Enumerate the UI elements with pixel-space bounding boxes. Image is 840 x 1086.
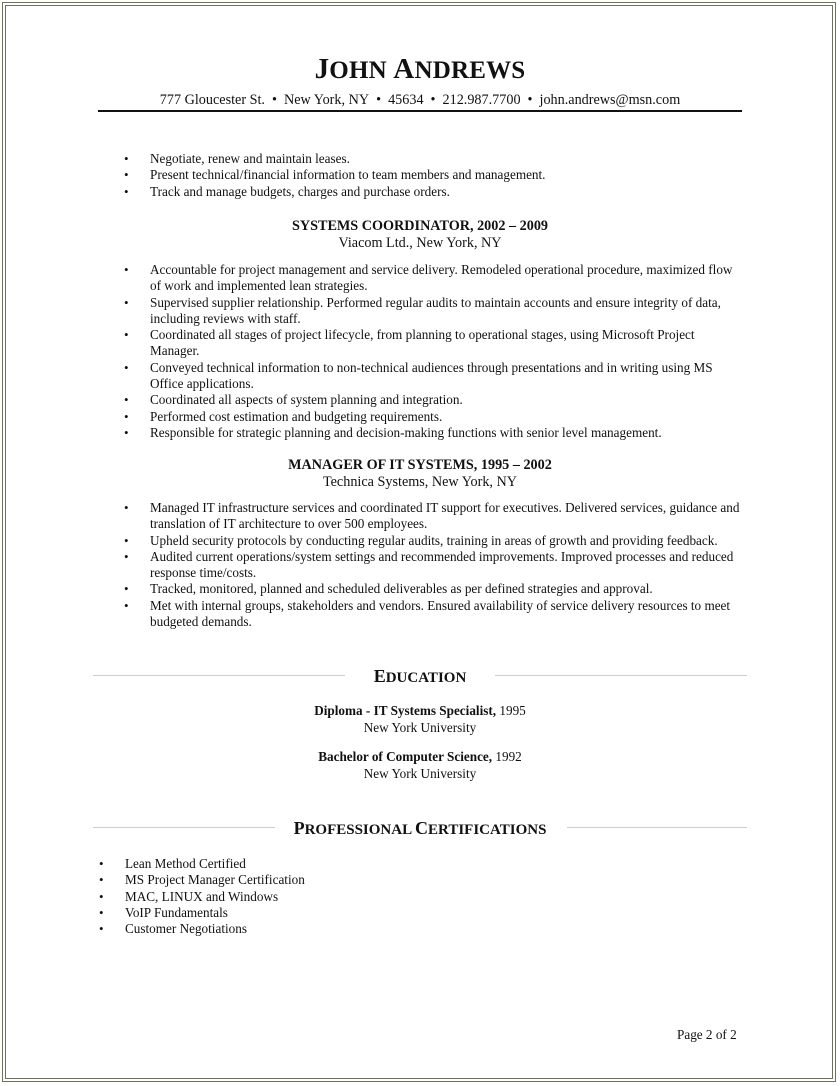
page-number: Page 2 of 2 [677, 1027, 737, 1042]
list-item: • Negotiate, renew and maintain leases. [124, 151, 744, 167]
education-entry [0, 749, 840, 782]
list-item: • Tracked, monitored, planned and scheduled deliverables as per defined strategies and approval. [124, 581, 748, 597]
certifications-list [99, 856, 499, 937]
job-company: Technica Systems, New York, NY [322, 474, 518, 490]
name-part: NDREWS [414, 57, 526, 84]
separator: • [271, 92, 277, 108]
name-part: OHN [329, 57, 387, 84]
separator: • [430, 92, 436, 108]
name-initial: J [314, 53, 330, 85]
list-item: • Accountable for project management and service delivery. Remodeled operational procedure, maximized flow of work and implemented lean strategies. [124, 262, 744, 295]
heading-rest: DUCATION [385, 670, 467, 686]
list-item: • VoIP Fundamentals [99, 905, 499, 921]
city: New York, NY [283, 92, 370, 108]
job-title: SYSTEMS COORDINATOR, 2002 – 2009 [291, 218, 549, 234]
list-item: • Coordinated all aspects of system planning and integration. [124, 392, 744, 408]
degree: Bachelor of Computer Science, [318, 749, 493, 764]
job-bullets [124, 500, 748, 630]
heading-initial: P [293, 818, 305, 838]
list-item: • MS Project Manager Certification [99, 872, 499, 888]
list-item: • Audited current operations/system settings and recommended improvements. Improved processes and reduced response time/costs. [124, 549, 748, 582]
list-item: • Responsible for strategic planning and decision-making functions with senior level management. [124, 425, 744, 441]
list-item: • Supervised supplier relationship. Performed regular audits to maintain accounts and ensure integrity of data, including reviews with staff. [124, 295, 744, 328]
list-item: • Track and manage budgets, charges and purchase orders. [124, 184, 744, 200]
list-item: • Upheld security protocols by conducting regular audits, training in areas of growth and providing feedback. [124, 533, 748, 549]
year: 1995 [499, 703, 526, 718]
heading-rest: ROFESSIONAL [304, 822, 416, 838]
job-company: Viacom Ltd., New York, NY [338, 235, 502, 251]
separator: • [376, 92, 382, 108]
year: 1992 [495, 749, 522, 764]
school: New York University [363, 719, 477, 735]
heading-rest: ERTIFICATIONS [428, 822, 547, 838]
name-initial: A [393, 53, 415, 85]
list-item: • Met with internal groups, stakeholders and vendors. Ensured availability of service delivery resources to meet budgeted demands. [124, 598, 748, 631]
list-item: • Present technical/financial information to team members and management. [124, 167, 744, 183]
education-heading [93, 666, 747, 686]
contact-line [0, 92, 840, 109]
section-title [93, 818, 747, 839]
candidate-name [0, 53, 840, 86]
heading-initial: E [373, 666, 386, 686]
list-item: • Conveyed technical information to non-technical audiences through presentations and in writing using MS Office applications. [124, 360, 744, 393]
email: john.andrews@msn.com [539, 92, 681, 108]
list-item: • Lean Method Certified [99, 856, 499, 872]
previous-job-bullets [124, 151, 744, 200]
degree: Diploma - IT Systems Specialist, [314, 703, 497, 718]
list-item: • Performed cost estimation and budgeting requirements. [124, 409, 744, 425]
zip: 45634 [388, 92, 424, 108]
address: 777 Gloucester St. [159, 92, 265, 108]
job-bullets [124, 262, 744, 441]
list-item: • Customer Negotiations [99, 921, 499, 937]
list-item: • Managed IT infrastructure services and coordinated IT support for executives. Delivered services, guidance and translation of IT architecture to over 500 employees. [124, 500, 748, 533]
list-item: • Coordinated all stages of project lifecycle, from planning to operational stages, using Microsoft Project Manager. [124, 327, 744, 360]
separator: • [527, 92, 533, 108]
header-rule [98, 110, 742, 112]
job-title: MANAGER OF IT SYSTEMS, 1995 – 2002 [288, 457, 552, 473]
certifications-heading [93, 818, 747, 838]
list-item: • MAC, LINUX and Windows [99, 889, 499, 905]
section-title [93, 666, 747, 687]
phone: 212.987.7700 [442, 92, 521, 108]
heading-initial: C [415, 818, 429, 838]
education-entry [0, 703, 840, 736]
school: New York University [363, 765, 477, 781]
